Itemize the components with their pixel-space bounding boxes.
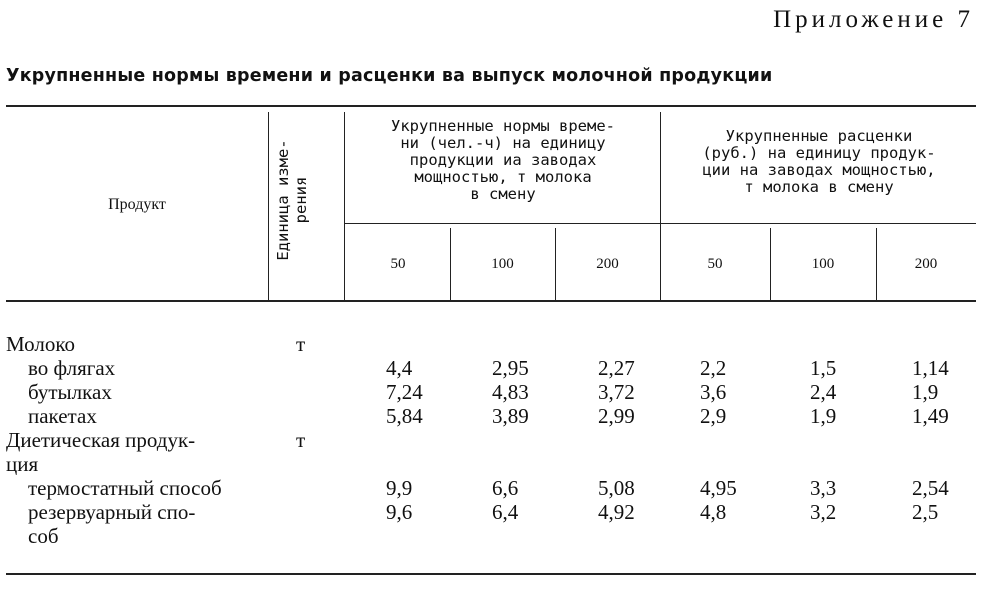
rate-200-cell: 1,14 bbox=[912, 356, 949, 380]
product-name: резервуарный спо- bbox=[28, 500, 196, 524]
header-capacity-rate-200: 200 bbox=[914, 256, 938, 272]
table-row bbox=[6, 428, 976, 452]
rate-50-cell: 4,95 bbox=[700, 476, 737, 500]
unit-cell: т bbox=[296, 428, 306, 452]
norm-50-cell: 9,6 bbox=[386, 500, 413, 524]
norm-200-cell: 5,08 bbox=[598, 476, 635, 500]
rate-50-cell: 3,6 bbox=[700, 380, 727, 404]
rate-50-cell: 2,9 bbox=[700, 404, 727, 428]
col-divider-unit bbox=[344, 112, 345, 300]
header-capacity-rate-50: 50 bbox=[707, 256, 723, 272]
norm-100-cell: 4,83 bbox=[492, 380, 529, 404]
table-row bbox=[6, 500, 976, 524]
norm-50-cell: 4,4 bbox=[386, 356, 413, 380]
product-name: термостатный способ bbox=[28, 476, 222, 500]
rate-50-cell: 4,8 bbox=[700, 500, 727, 524]
table-body bbox=[6, 332, 976, 548]
norm-50-cell: 7,24 bbox=[386, 380, 423, 404]
table-title: Укрупненные нормы времени и расценки ва выпуск молочной продукции bbox=[6, 66, 773, 86]
norm-100-cell: 6,4 bbox=[492, 500, 519, 524]
rate-100-cell: 1,5 bbox=[810, 356, 837, 380]
norm-200-cell: 2,99 bbox=[598, 404, 635, 428]
header-capacity-rate-100: 100 bbox=[811, 256, 835, 272]
header-unit-text: Единица изме- рения bbox=[274, 139, 310, 261]
norm-100-cell: 3,89 bbox=[492, 404, 529, 428]
table-row bbox=[6, 404, 976, 428]
rate-100-cell: 3,2 bbox=[810, 500, 837, 524]
table-top-rule bbox=[6, 105, 976, 107]
rate-100-cell: 3,3 bbox=[810, 476, 837, 500]
header-time-norms: Укрупненные нормы време- ни (чел.-ч) на единицу продукции иа заводах мощностью, т молока в смену bbox=[391, 117, 615, 203]
header-rates: Укрупненные расценки (руб.) на единицу продук- ции на заводах мощностью, т молока в смену bbox=[702, 127, 936, 196]
table-row bbox=[6, 476, 976, 500]
rate-50-cell: 2,2 bbox=[700, 356, 727, 380]
unit-cell: т bbox=[296, 332, 306, 356]
norm-100-cell: 6,6 bbox=[492, 476, 519, 500]
rate-200-cell: 1,49 bbox=[912, 404, 949, 428]
header-product: Продукт bbox=[108, 196, 166, 213]
product-name: Диетическая продук- bbox=[6, 428, 196, 452]
norm-200-cell: 4,92 bbox=[598, 500, 635, 524]
rate-200-cell: 2,54 bbox=[912, 476, 949, 500]
header-capacity-norm-200: 200 bbox=[596, 256, 619, 272]
header-capacity-norm-50: 50 bbox=[390, 256, 406, 272]
table-row bbox=[6, 524, 976, 548]
table-bottom-rule bbox=[6, 573, 976, 575]
table-row bbox=[6, 380, 976, 404]
product-name: Молоко bbox=[6, 332, 75, 356]
rate-200-cell: 1,9 bbox=[912, 380, 939, 404]
header-unit bbox=[268, 120, 344, 300]
table-row bbox=[6, 356, 976, 380]
product-name: соб bbox=[28, 524, 59, 548]
rate-100-cell: 1,9 bbox=[810, 404, 837, 428]
norm-50-cell: 9,9 bbox=[386, 476, 413, 500]
norm-100-cell: 2,95 bbox=[492, 356, 529, 380]
appendix-label: Приложение 7 bbox=[773, 6, 974, 33]
rate-200-cell: 2,5 bbox=[912, 500, 939, 524]
table-row bbox=[6, 332, 976, 356]
header-capacity-norm-100: 100 bbox=[491, 256, 514, 272]
product-name: ция bbox=[6, 452, 39, 476]
product-name: пакетах bbox=[28, 404, 97, 428]
header-bottom-rule bbox=[6, 300, 976, 302]
rate-100-cell: 2,4 bbox=[810, 380, 837, 404]
product-name: бутылках bbox=[28, 380, 112, 404]
product-name: во флягах bbox=[28, 356, 116, 380]
norm-50-cell: 5,84 bbox=[386, 404, 423, 428]
table-row bbox=[6, 452, 976, 476]
norm-200-cell: 3,72 bbox=[598, 380, 635, 404]
norm-200-cell: 2,27 bbox=[598, 356, 635, 380]
